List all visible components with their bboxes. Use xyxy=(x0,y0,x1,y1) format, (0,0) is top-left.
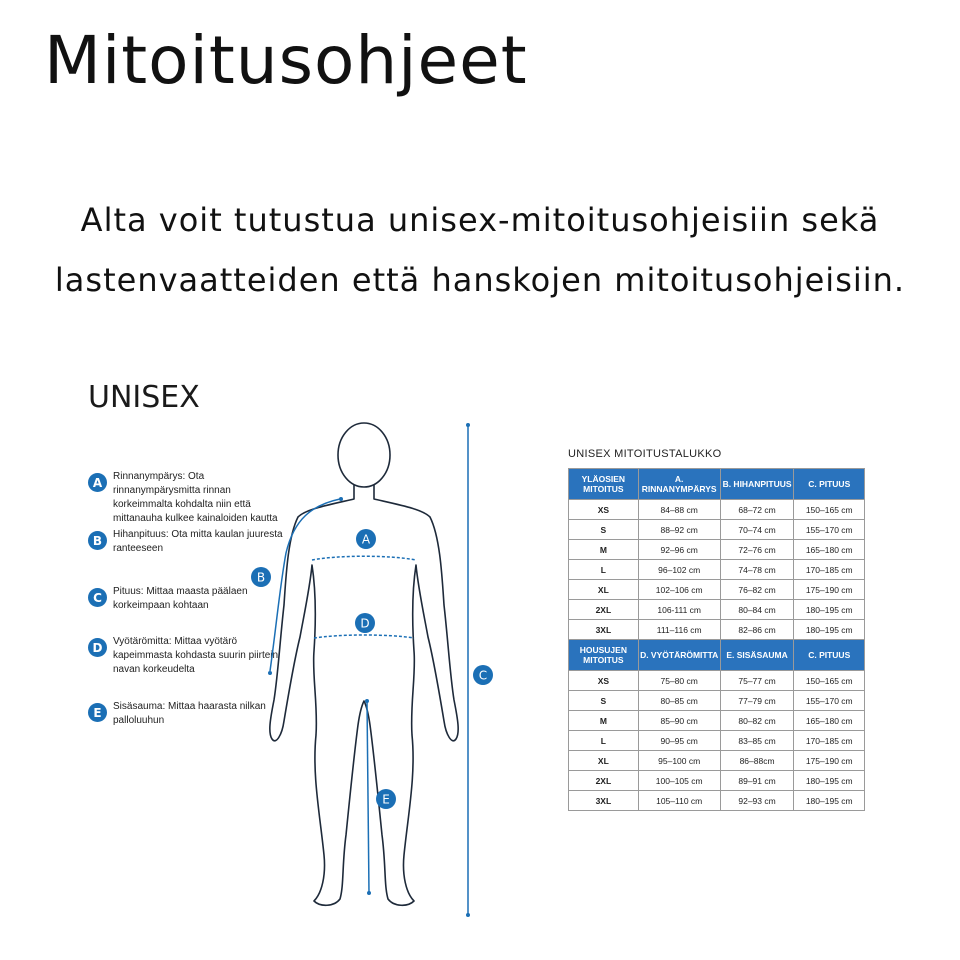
measure-cell: 80–82 cm xyxy=(720,711,794,731)
marker-a-icon xyxy=(356,529,376,549)
column-header: YLÄOSIEN MITOITUS xyxy=(569,469,639,500)
measure-cell: 100–105 cm xyxy=(638,771,720,791)
measure-cell: 77–79 cm xyxy=(720,691,794,711)
size-cell: L xyxy=(569,731,639,751)
measure-cell: 175–190 cm xyxy=(794,751,865,771)
measure-cell: 150–165 cm xyxy=(794,671,865,691)
measure-cell: 106-111 cm xyxy=(638,600,720,620)
intro-text xyxy=(0,190,960,310)
svg-text:A: A xyxy=(361,532,371,547)
measure-cell: 165–180 cm xyxy=(794,540,865,560)
marker-e-icon xyxy=(376,789,396,809)
svg-text:C: C xyxy=(478,668,488,683)
measure-cell: 88–92 cm xyxy=(638,520,720,540)
measurement-guides xyxy=(270,425,468,915)
size-cell: XL xyxy=(569,751,639,771)
svg-text:B: B xyxy=(256,570,266,585)
size-cell: 3XL xyxy=(569,620,639,640)
svg-text:E: E xyxy=(382,792,390,807)
column-header: E. SISÄSAUMA xyxy=(720,640,794,671)
column-header: A. RINNANYMPÄRYS xyxy=(638,469,720,500)
badge-b-icon: B xyxy=(88,531,107,550)
legend-text: Pituus: Mittaa maasta päälaen korkeimpaan kohtaan xyxy=(113,586,248,611)
marker-b-icon xyxy=(251,567,271,587)
size-cell: 2XL xyxy=(569,600,639,620)
size-cell: XS xyxy=(569,500,639,520)
measure-cell: 75–77 cm xyxy=(720,671,794,691)
measure-cell: 86–88cm xyxy=(720,751,794,771)
table-row xyxy=(569,620,865,640)
size-cell: M xyxy=(569,540,639,560)
size-cell: XL xyxy=(569,580,639,600)
measure-cell: 82–86 cm xyxy=(720,620,794,640)
upper-size-section xyxy=(569,469,865,640)
measure-cell: 95–100 cm xyxy=(638,751,720,771)
badge-c-icon: C xyxy=(88,588,107,607)
measure-cell: 105–110 cm xyxy=(638,791,720,811)
legend-text: Rinnanympärys: Ota rinnanympärysmitta rinnan korkeimmalta kohdalta niin että mittanauha kulkee kainaloiden kautta xyxy=(113,471,278,524)
size-cell: XS xyxy=(569,671,639,691)
measure-cell: 170–185 cm xyxy=(794,560,865,580)
measure-cell: 111–116 cm xyxy=(638,620,720,640)
measure-cell: 84–88 cm xyxy=(638,500,720,520)
measure-cell: 76–82 cm xyxy=(720,580,794,600)
lower-size-section xyxy=(569,640,865,811)
body-measurement-figure xyxy=(250,415,510,925)
badge-d-icon: D xyxy=(88,638,107,657)
measure-cell: 102–106 cm xyxy=(638,580,720,600)
measure-cell: 180–195 cm xyxy=(794,600,865,620)
measure-cell: 75–80 cm xyxy=(638,671,720,691)
column-header: D. VYÖTÄRÖMITTA xyxy=(638,640,720,671)
measure-cell: 175–190 cm xyxy=(794,580,865,600)
measure-cell: 85–90 cm xyxy=(638,711,720,731)
table-row xyxy=(569,771,865,791)
size-cell: 2XL xyxy=(569,771,639,791)
measure-cell: 72–76 cm xyxy=(720,540,794,560)
size-cell: S xyxy=(569,520,639,540)
table-row xyxy=(569,600,865,620)
measure-cell: 68–72 cm xyxy=(720,500,794,520)
table-row xyxy=(569,731,865,751)
body-outline xyxy=(270,423,458,905)
table-row xyxy=(569,560,865,580)
size-cell: S xyxy=(569,691,639,711)
size-cell: M xyxy=(569,711,639,731)
table-row xyxy=(569,791,865,811)
intro-line: lastenvaatteiden että hanskojen mitoitusohjeisiin. xyxy=(54,261,906,299)
measure-cell: 165–180 cm xyxy=(794,711,865,731)
measure-cell: 150–165 cm xyxy=(794,500,865,520)
measure-cell: 96–102 cm xyxy=(638,560,720,580)
unisex-size-table xyxy=(568,468,865,811)
table-row xyxy=(569,711,865,731)
size-cell: L xyxy=(569,560,639,580)
measure-cell: 180–195 cm xyxy=(794,620,865,640)
table-row xyxy=(569,751,865,771)
intro-line: Alta voit tutustua unisex-mitoitusohjeisiin sekä xyxy=(80,201,880,239)
measure-cell: 89–91 cm xyxy=(720,771,794,791)
measure-cell: 180–195 cm xyxy=(794,771,865,791)
column-header: B. HIHANPITUUS xyxy=(720,469,794,500)
measure-cell: 155–170 cm xyxy=(794,691,865,711)
measure-cell: 83–85 cm xyxy=(720,731,794,751)
measure-cell: 92–96 cm xyxy=(638,540,720,560)
legend-text: Sisäsauma: Mittaa haarasta nilkan palloluuhun xyxy=(113,701,266,726)
column-header: HOUSUJEN MITOITUS xyxy=(569,640,639,671)
measure-cell: 80–84 cm xyxy=(720,600,794,620)
table-row xyxy=(569,580,865,600)
column-header: C. PITUUS xyxy=(794,640,865,671)
marker-c-icon xyxy=(473,665,493,685)
legend-text: Hihanpituus: Ota mitta kaulan juuresta ranteeseen xyxy=(113,529,283,554)
svg-text:D: D xyxy=(360,616,370,631)
table-header-row xyxy=(569,640,865,671)
measure-cell: 90–95 cm xyxy=(638,731,720,751)
measure-cell: 155–170 cm xyxy=(794,520,865,540)
measure-cell: 170–185 cm xyxy=(794,731,865,751)
size-table-title: UNISEX MITOITUSTALUKKO xyxy=(568,448,722,460)
legend-text: Vyötärömitta: Mittaa vyötärö kapeimmasta kohdasta suurin piirtein navan korkeudelta xyxy=(113,636,279,675)
measure-cell: 80–85 cm xyxy=(638,691,720,711)
measure-cell: 92–93 cm xyxy=(720,791,794,811)
table-header-row xyxy=(569,469,865,500)
table-row xyxy=(569,520,865,540)
page-title: Mitoitusohjeet xyxy=(44,22,528,99)
badge-e-icon: E xyxy=(88,703,107,722)
badge-a-icon: A xyxy=(88,473,107,492)
table-row xyxy=(569,691,865,711)
column-header: C. PITUUS xyxy=(794,469,865,500)
size-cell: 3XL xyxy=(569,791,639,811)
measure-cell: 74–78 cm xyxy=(720,560,794,580)
unisex-section-title: UNISEX xyxy=(88,380,200,415)
marker-d-icon xyxy=(355,613,375,633)
measure-cell: 70–74 cm xyxy=(720,520,794,540)
table-row xyxy=(569,540,865,560)
table-row xyxy=(569,500,865,520)
table-row xyxy=(569,671,865,691)
measure-cell: 180–195 cm xyxy=(794,791,865,811)
